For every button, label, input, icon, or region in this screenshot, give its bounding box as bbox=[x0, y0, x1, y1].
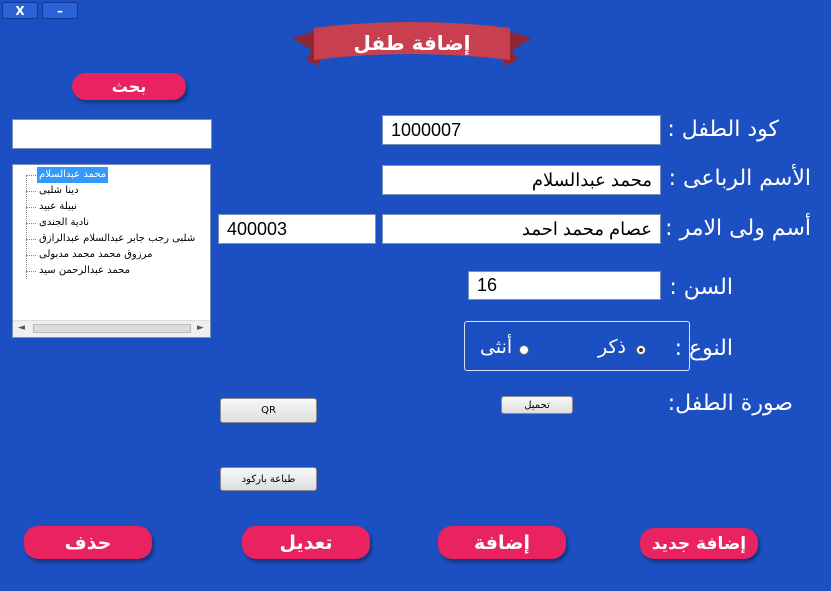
page-title: إضافة طفل bbox=[353, 31, 471, 55]
gender-female-radio[interactable] bbox=[519, 345, 529, 355]
print-barcode-button[interactable]: طباعة باركود bbox=[220, 467, 317, 491]
edit-button[interactable]: تعديل bbox=[242, 526, 370, 559]
delete-button[interactable]: حذف bbox=[24, 526, 152, 559]
add-button[interactable]: إضافة bbox=[438, 526, 566, 559]
load-photo-button[interactable]: تحميل bbox=[501, 396, 573, 414]
tree-item-label: مرزوق محمد محمد مدبولى bbox=[39, 249, 153, 260]
guardian-name-label: أسم ولى الامر : bbox=[665, 216, 811, 241]
age-input[interactable]: 16 bbox=[468, 271, 661, 300]
tree-item-label: شلبى رجب جابر عبدالسلام عبدالرازق bbox=[39, 233, 196, 244]
search-button[interactable]: بحث bbox=[72, 73, 186, 100]
qr-button[interactable]: QR bbox=[220, 398, 317, 423]
search-input[interactable] bbox=[12, 119, 212, 149]
scroll-thumb[interactable] bbox=[33, 324, 191, 333]
child-photo-label: صورة الطفل: bbox=[667, 391, 793, 416]
gender-male-radio[interactable] bbox=[636, 345, 646, 355]
full-name-label: الأسم الرباعى : bbox=[668, 166, 811, 191]
tree-item-label: محمد عبدالرحمن سيد bbox=[39, 265, 130, 276]
child-code-input[interactable]: 1000007 bbox=[382, 115, 661, 145]
children-tree-list[interactable] bbox=[12, 164, 211, 338]
gender-female-label[interactable]: أنثى bbox=[480, 336, 513, 358]
scroll-left-icon[interactable]: ◄ bbox=[18, 323, 25, 333]
guardian-name-input[interactable]: عصام محمد احمد bbox=[382, 214, 661, 244]
minimize-button[interactable]: – bbox=[42, 2, 78, 19]
age-label: السن : bbox=[669, 275, 733, 300]
gender-label: النوع : bbox=[674, 336, 733, 361]
tree-item-label: دينا شلبى bbox=[39, 185, 79, 196]
tree-item-label: نادية الجندى bbox=[39, 217, 89, 228]
full-name-input[interactable]: محمد عبدالسلام bbox=[382, 165, 661, 195]
child-code-label: كود الطفل : bbox=[667, 117, 779, 142]
close-button[interactable]: X bbox=[2, 2, 38, 19]
scroll-right-icon[interactable]: ► bbox=[197, 323, 204, 333]
add-new-button[interactable]: إضافة جديد bbox=[640, 528, 758, 559]
tree-item-label: نبيلة عبيد bbox=[39, 201, 77, 212]
tree-item-label: محمد عبدالسلام bbox=[37, 167, 108, 183]
guardian-code-input[interactable]: 400003 bbox=[218, 214, 376, 244]
tree-horizontal-scrollbar[interactable] bbox=[13, 320, 210, 337]
gender-male-label[interactable]: ذكر bbox=[598, 336, 626, 358]
